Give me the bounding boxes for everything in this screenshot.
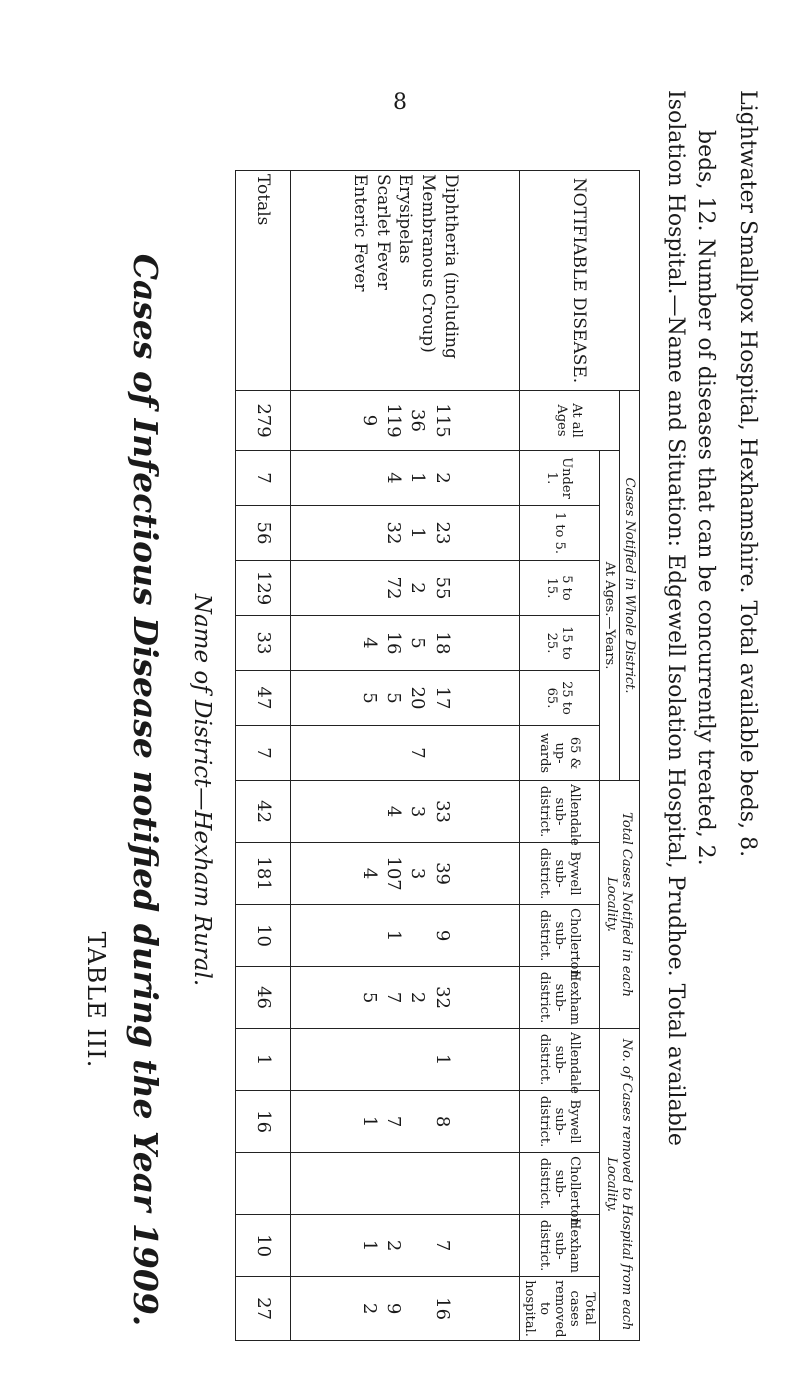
- value: 32: [431, 986, 453, 1010]
- value: 39: [431, 862, 453, 886]
- value: [356, 564, 380, 612]
- disease-name: Diphtheria (including Membranous Croup): [418, 174, 462, 359]
- age-group-header: 5 to 15.: [520, 561, 600, 616]
- age-group-header: 15 to 25.: [520, 616, 600, 671]
- value: 5: [383, 692, 404, 704]
- value: [356, 1032, 380, 1087]
- age-cell: [291, 561, 520, 616]
- value: 4: [358, 867, 380, 880]
- value: 72: [383, 576, 404, 600]
- value: 3: [407, 805, 429, 818]
- value: 36: [407, 409, 429, 432]
- district-subtitle: Name of District—Hexham Rural.: [189, 593, 215, 987]
- value: 55: [431, 576, 453, 600]
- removed-cell: [291, 1153, 520, 1215]
- locality-subdistrict-header: Hexham sub-district.: [520, 967, 600, 1029]
- value: 115: [431, 403, 453, 438]
- value: 23: [431, 521, 453, 545]
- totals-row: [236, 171, 291, 1341]
- total-age: 7: [236, 451, 291, 506]
- value: 16: [431, 1297, 453, 1321]
- value: 1: [358, 1239, 380, 1252]
- value: 4: [358, 637, 380, 649]
- total-removed: 10: [236, 1215, 291, 1277]
- value: [356, 509, 380, 557]
- total-locality: 46: [236, 967, 291, 1029]
- whole-district-header: Cases Notified in Whole District.: [620, 391, 640, 781]
- value: [405, 908, 429, 963]
- locality-cell: [291, 967, 520, 1029]
- age-group-header: Under 1.: [520, 451, 600, 506]
- total-age: 7: [236, 726, 291, 781]
- disease-name: Erysipelas: [395, 174, 416, 264]
- value: 32: [383, 521, 404, 545]
- value: 18: [431, 631, 453, 655]
- value: 4: [383, 805, 404, 818]
- value: 2: [358, 1302, 380, 1315]
- at-ages-header: At Ages.—Years.: [600, 451, 620, 781]
- age-cell: [291, 616, 520, 671]
- total-age: 33: [236, 616, 291, 671]
- value: [429, 1156, 453, 1211]
- value: 9: [431, 929, 453, 942]
- value: 2: [383, 1239, 404, 1252]
- total-age: 129: [236, 561, 291, 616]
- all-ages-header: At all Ages: [520, 391, 620, 451]
- disease-header: NOTIFIABLE DISEASE.: [520, 171, 640, 391]
- all-ages-cell: [291, 391, 520, 451]
- footnote-isolation-hospital: Isolation Hospital.—Name and Situation: Edgewell Isolation Hospital, Prudhoe. Total available: [663, 90, 688, 1146]
- value: 2: [431, 472, 453, 484]
- removed-subdistrict-header: Allendale sub-district.: [520, 1029, 600, 1091]
- value: 3: [407, 867, 429, 880]
- footnote-smallpox-hospital: Lightwater Smallpox Hospital, Hexhamshire. Total available beds, 8.: [735, 90, 760, 858]
- removed-cell: [291, 1215, 520, 1277]
- value: 1: [407, 472, 429, 484]
- table-title: Cases of Infectious Disease notified during the Year 1909.: [126, 253, 165, 1327]
- total-locality: 181: [236, 843, 291, 905]
- value: 2: [407, 582, 429, 594]
- value: 107: [383, 856, 404, 891]
- value: [405, 1280, 429, 1337]
- removed-subdistrict-header: Chollerton sub-district.: [520, 1153, 600, 1215]
- value: 5: [358, 692, 380, 704]
- total-locality: 10: [236, 905, 291, 967]
- age-group-header: 65 & up-wards: [520, 726, 600, 781]
- value: 16: [383, 631, 404, 655]
- infectious-disease-table: [235, 170, 640, 1341]
- locality-cell: [291, 781, 520, 843]
- value: 33: [431, 800, 453, 824]
- value: [356, 1156, 380, 1211]
- removed-header: No. of Cases removed to Hospital from each Locality.: [600, 1029, 640, 1341]
- total-all-ages: 279: [236, 391, 291, 451]
- disease-names: [291, 171, 520, 391]
- value: [405, 1218, 429, 1273]
- age-group-header: 1 to 5.: [520, 506, 600, 561]
- age-cell: [291, 726, 520, 781]
- totals-label: Totals: [236, 171, 291, 391]
- value: [356, 729, 380, 777]
- value: 2: [407, 991, 429, 1004]
- value: [405, 1032, 429, 1087]
- removed-subdistrict-header: Bywell sub-district.: [520, 1091, 600, 1153]
- value: 7: [407, 747, 429, 759]
- value: 1: [407, 527, 429, 539]
- value: 5: [407, 637, 429, 649]
- table-label: TABLE III.: [82, 931, 110, 1069]
- value: 9: [358, 414, 380, 427]
- value: 17: [431, 686, 453, 710]
- total-removed: [236, 1153, 291, 1215]
- value: 4: [383, 472, 404, 484]
- value: 7: [431, 1239, 453, 1252]
- value: [381, 1156, 405, 1211]
- value: [356, 908, 380, 963]
- locality-subdistrict-header: Allendale sub-district.: [520, 781, 600, 843]
- age-cell: [291, 451, 520, 506]
- value: 119: [383, 403, 404, 438]
- total-removed-header: Total cases removed to hospital.: [520, 1277, 600, 1341]
- value: [429, 729, 453, 777]
- value: 7: [383, 1115, 404, 1128]
- age-cell: [291, 671, 520, 726]
- value: [405, 1094, 429, 1149]
- total-age: 56: [236, 506, 291, 561]
- value: [405, 1156, 429, 1211]
- value: 8: [431, 1115, 453, 1128]
- removed-subdistrict-header: Hexham sub-district.: [520, 1215, 600, 1277]
- removed-cell: [291, 1029, 520, 1091]
- total-locality: 42: [236, 781, 291, 843]
- value: 1: [431, 1053, 453, 1066]
- value: 1: [358, 1115, 380, 1128]
- disease-name: Enteric Fever: [349, 174, 370, 292]
- total-removed-cell: [291, 1277, 520, 1341]
- locality-subdistrict-header: Chollerton sub-district.: [520, 905, 600, 967]
- locality-cell: [291, 905, 520, 967]
- locality-header: Total Cases Notified in each Locality.: [600, 781, 640, 1029]
- value: 5: [358, 991, 380, 1004]
- value: [356, 454, 380, 502]
- locality-cell: [291, 843, 520, 905]
- age-cell: [291, 506, 520, 561]
- total-age: 47: [236, 671, 291, 726]
- value: [381, 729, 405, 777]
- total-removed: 1: [236, 1029, 291, 1091]
- disease-name: Scarlet Fever: [372, 174, 393, 290]
- value: [356, 784, 380, 839]
- locality-subdistrict-header: Bywell sub-district.: [520, 843, 600, 905]
- footnote-beds: beds, 12. Number of diseases that can be concurrently treated, 2.: [693, 130, 718, 866]
- age-group-header: 25 to 65.: [520, 671, 600, 726]
- value: 7: [383, 991, 404, 1004]
- page-number: 8: [393, 90, 407, 115]
- value: 9: [383, 1302, 404, 1315]
- value: 20: [407, 686, 429, 710]
- grand-total-removed: 27: [236, 1277, 291, 1341]
- table-row: [291, 171, 520, 1341]
- value: [381, 1032, 405, 1087]
- total-removed: 16: [236, 1091, 291, 1153]
- value: 1: [383, 929, 404, 942]
- removed-cell: [291, 1091, 520, 1153]
